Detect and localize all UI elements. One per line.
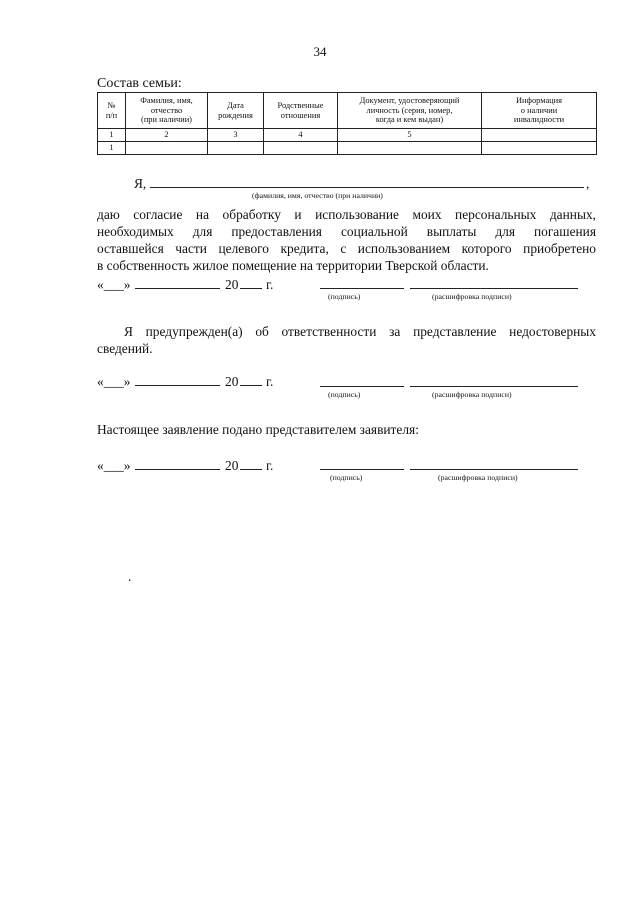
header-relationship: Родственные отношения — [264, 93, 338, 129]
signature-caption: (подпись) — [328, 390, 361, 399]
table-cell[interactable] — [208, 142, 264, 155]
signature-field-line[interactable] — [320, 469, 404, 470]
signature-transcript-field-line[interactable] — [410, 386, 578, 387]
table-cell[interactable] — [482, 142, 597, 155]
table-cell[interactable] — [338, 142, 482, 155]
consent-end-mark: , — [586, 176, 590, 191]
signature-transcript-field-line[interactable] — [410, 288, 578, 289]
signature-transcript-field-line[interactable] — [410, 469, 578, 470]
consent-line-3: оставшейся части целевого кредита, с использованием которого приобретено — [97, 241, 596, 256]
signature-transcript-caption: (расшифровка подписи) — [438, 473, 518, 482]
table-cell: 4 — [264, 129, 338, 142]
table-cell[interactable] — [126, 142, 208, 155]
signature-field-line[interactable] — [320, 288, 404, 289]
table-cell — [482, 129, 597, 142]
date-month-field-line[interactable] — [135, 288, 220, 289]
table-cell: 1 — [98, 129, 126, 142]
date-day-field[interactable]: «___» — [97, 458, 131, 473]
table-column-numbers-row — [98, 129, 597, 142]
signature-transcript-caption: (расшифровка подписи) — [432, 390, 512, 399]
header-disability-info: Информация о наличии инвалидности — [482, 93, 597, 129]
table-cell[interactable] — [264, 142, 338, 155]
table-cell[interactable]: 1 — [98, 142, 126, 155]
date-year-field-line[interactable] — [240, 469, 262, 470]
signature-caption: (подпись) — [328, 292, 361, 301]
representative-statement: Настоящее заявление подано представителем заявителя: — [97, 422, 419, 437]
header-full-name: Фамилия, имя, отчество (при наличии) — [126, 93, 208, 129]
date-year-prefix: 20 — [225, 374, 239, 389]
table-cell: 5 — [338, 129, 482, 142]
header-identity-document: Документ, удостоверяющий личность (серия, номер, когда и кем выдан) — [338, 93, 482, 129]
date-month-field-line[interactable] — [135, 469, 220, 470]
header-number: № п/п — [98, 93, 126, 129]
consent-line-4: в собственность жилое помещение на территории Тверской области. — [97, 258, 489, 273]
date-year-field-line[interactable] — [240, 385, 262, 386]
table-cell: 3 — [208, 129, 264, 142]
date-day-field[interactable]: «___» — [97, 374, 131, 389]
signature-caption: (подпись) — [330, 473, 363, 482]
date-month-field-line[interactable] — [135, 385, 220, 386]
date-year-prefix: 20 — [225, 277, 239, 292]
date-year-suffix: г. — [266, 277, 274, 292]
stray-dot: . — [128, 569, 132, 584]
family-table — [97, 92, 597, 155]
consent-line-2: необходимых для предоставления социальной выплаты для погашения — [97, 224, 596, 239]
warning-line-2: сведений. — [97, 341, 153, 356]
table-cell: 2 — [126, 129, 208, 142]
consent-line-1: даю согласие на обработку и использование моих персональных данных, — [97, 207, 596, 222]
table-header-row — [98, 93, 597, 129]
header-birth-date: Дата рождения — [208, 93, 264, 129]
family-table-title: Состав семьи: — [97, 76, 182, 91]
full-name-field-line[interactable] — [150, 187, 584, 188]
page-number: 34 — [313, 44, 327, 59]
warning-line-1: Я предупрежден(а) об ответственности за представление недостоверных — [124, 324, 596, 339]
full-name-caption: (фамилия, имя, отчество (при наличии) — [252, 191, 383, 200]
date-day-field[interactable]: «___» — [97, 277, 131, 292]
date-year-suffix: г. — [266, 458, 274, 473]
date-year-suffix: г. — [266, 374, 274, 389]
date-year-field-line[interactable] — [240, 288, 262, 289]
date-year-prefix: 20 — [225, 458, 239, 473]
consent-prefix: Я, — [134, 176, 147, 191]
signature-transcript-caption: (расшифровка подписи) — [432, 292, 512, 301]
signature-field-line[interactable] — [320, 386, 404, 387]
table-row — [98, 142, 597, 155]
